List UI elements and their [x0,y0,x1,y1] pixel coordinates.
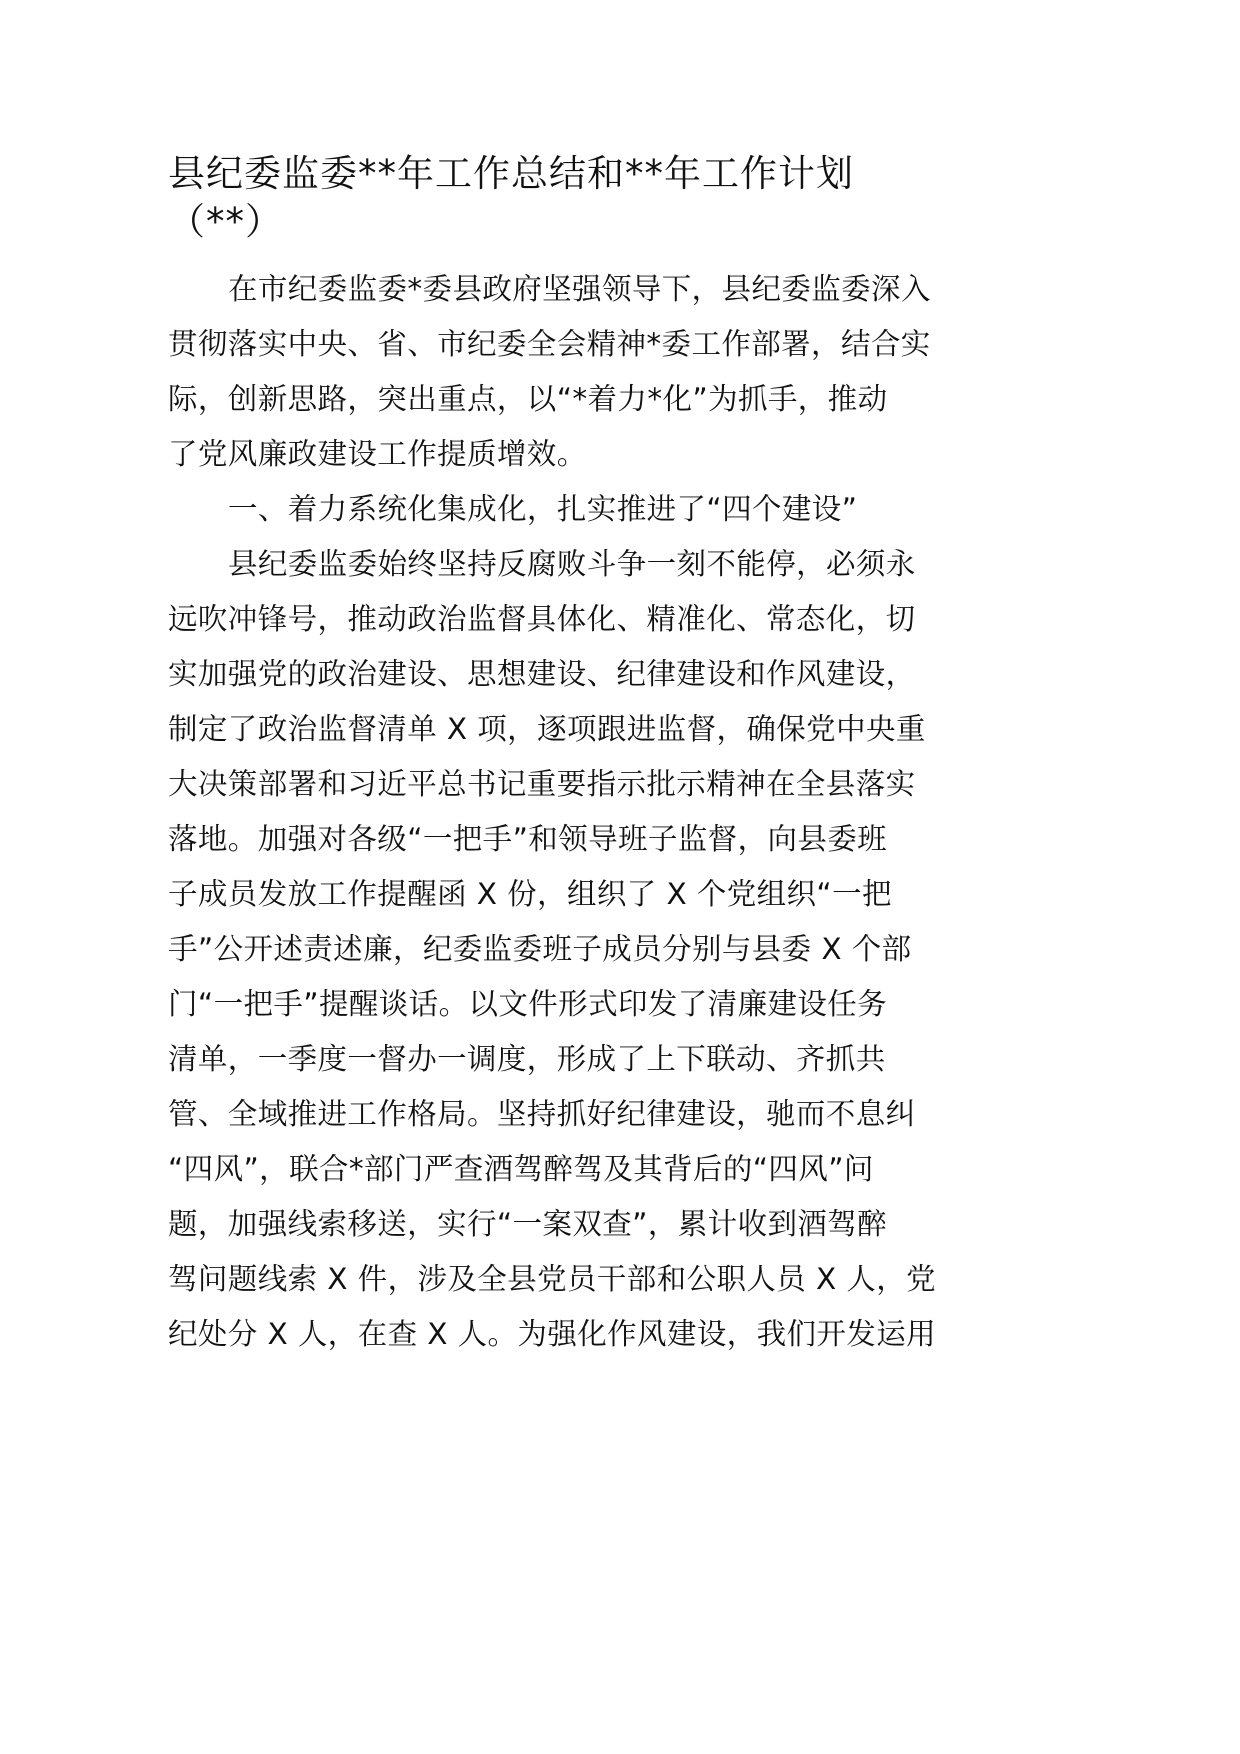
paragraph-section1-line: 子成员发放工作提醒函 X 份，组织了 X 个党组织“一把 [168,877,892,911]
paragraph-intro-line: 了党风廉政建设工作提质增效。 [168,437,587,471]
paragraph-section1-line: 制定了政治监督清单 X 项，逐项跟进监督，确保党中央重 [168,712,926,746]
document-body [168,262,942,1362]
paragraph-intro-line: 在市纪委监委*委县政府坚强领导下，县纪委监委深入 [228,272,931,306]
paragraph-section1-line: 县纪委监委始终坚持反腐败斗争一刻不能停，必须永 [228,547,916,581]
paragraph-section1-line: “四风”，联合*部门严查酒驾醉驾及其背后的“四风”问 [168,1152,874,1186]
paragraph-section1-line: 实加强党的政治建设、思想建设、纪律建设和作风建设， [168,657,916,691]
paragraph-section1-line: 驾问题线索 X 件，涉及全县党员干部和公职人员 X 人，党 [168,1262,937,1296]
paragraph-section1-line: 题，加强线索移送，实行“一案双查”，累计收到酒驾醉 [168,1207,888,1241]
paragraph-section1-line: 门“一把手”提醒谈话。以文件形式印发了清廉建设任务 [168,987,888,1021]
paragraph-section1-line: 管、全域推进工作格局。坚持抓好纪律建设，驰而不息纠 [168,1097,916,1131]
paragraph-intro-line: 际，创新思路，突出重点，以“*着力*化”为抓手，推动 [168,382,888,416]
paragraph-section1-line: 纪处分 X 人，在查 X 人。为强化作风建设，我们开发运用 [168,1317,937,1351]
paragraph-intro-line: 贯彻落实中央、省、市纪委全会精神*委工作部署，结合实 [168,327,931,361]
paragraph-section1-line: 大决策部署和习近平总书记重要指示批示精神在全县落实 [168,767,916,801]
paragraph-section1-line: 落地。加强对各级“一把手”和领导班子监督，向县委班 [168,822,888,856]
paragraph-section1-line: 远吹冲锋号，推动政治监督具体化、精准化、常态化，切 [168,602,916,636]
paragraph-section1-line: 清单，一季度一督办一调度，形成了上下联动、齐抓共 [168,1042,886,1076]
document-title [168,148,942,248]
paragraph-section1-line: 手”公开述责述廉，纪委监委班子成员分别与县委 X 个部 [168,932,912,966]
title-line-1: 县纪委监委**年工作总结和**年工作计划 [168,152,854,195]
document-page [168,148,942,1362]
title-line-2: （**） [168,200,283,243]
section-heading-1: 一、着力系统化集成化，扎实推进了“四个建设” [228,492,858,526]
